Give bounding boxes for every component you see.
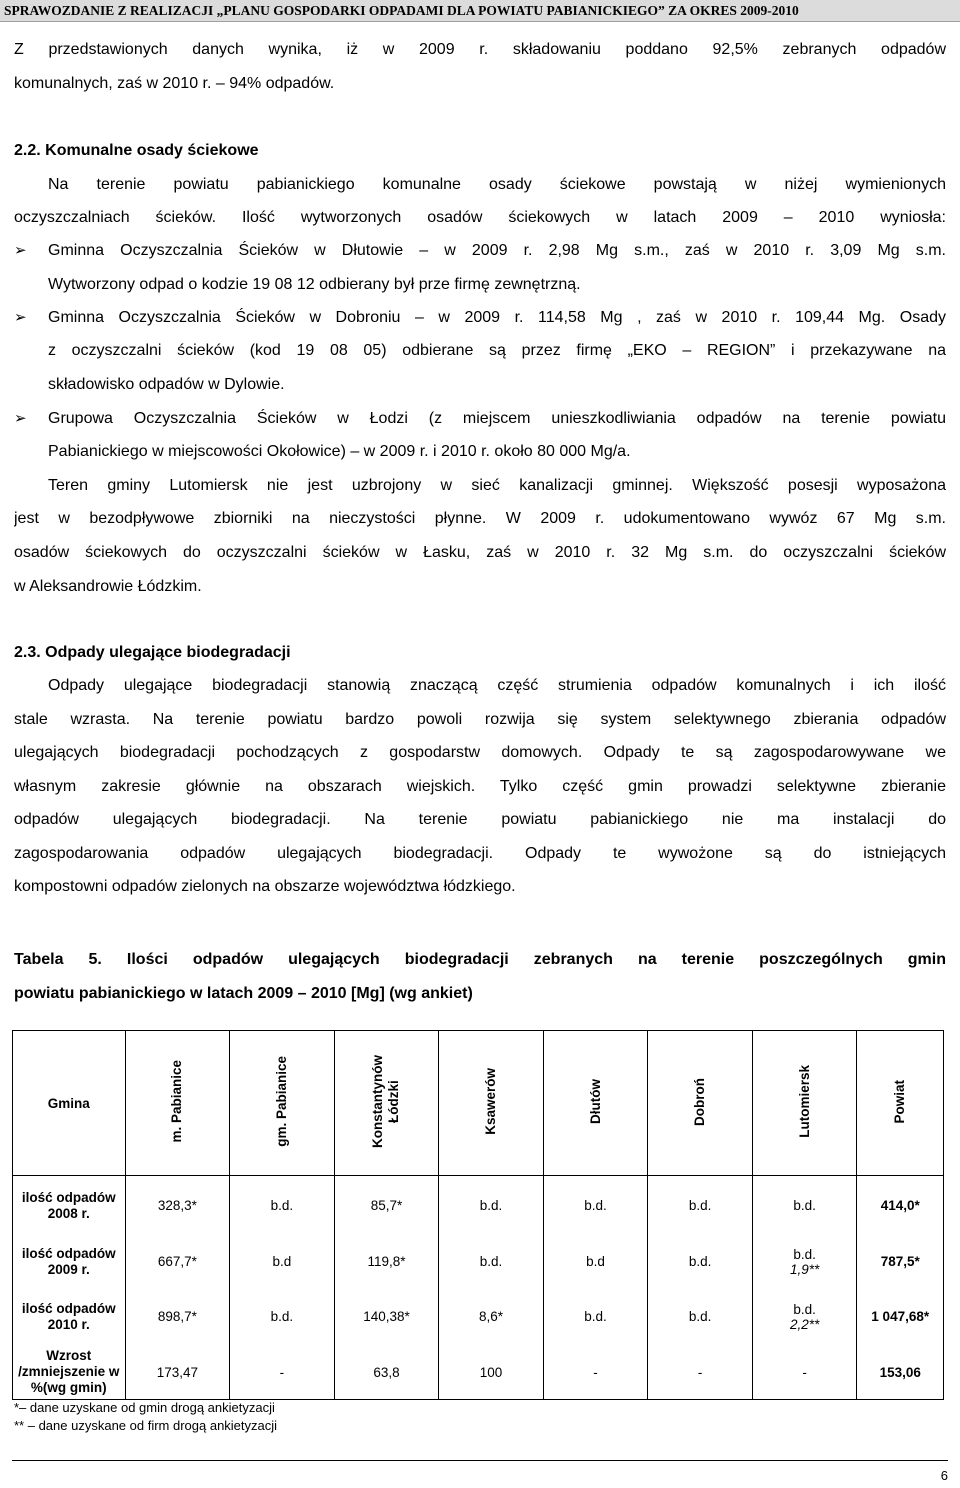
s22-para-line-2: oczyszczalniach ścieków. Ilość wytworzonych osadów ściekowych w latach 2009 – 2010 wyniosła: (14, 209, 946, 226)
page-number: 6 (940, 1468, 948, 1483)
table-row (13, 1236, 944, 1288)
table-cell: 140,38* (334, 1288, 439, 1346)
table-cell: b.d. (230, 1288, 335, 1346)
header-dobron: Dobroń (648, 1031, 753, 1176)
biodegradable-waste-table (12, 1030, 944, 1400)
s22-para3-line-1: Teren gminy Lutomiersk nie jest uzbrojony w sieć kanalizacji gminnej. Większość posesji wyposażona (48, 477, 946, 494)
table-cell: 8,6* (439, 1288, 544, 1346)
table-cell: b.d. (752, 1176, 857, 1236)
table-cell-total: 414,0* (857, 1176, 944, 1236)
cell-extra-value: 1,9** (790, 1261, 820, 1277)
table-cell: 898,7* (125, 1288, 230, 1346)
table-cell: 63,8 (334, 1346, 439, 1400)
running-header: SPRAWOZDANIE Z REALIZACJI „PLANU GOSPODARKI ODPADAMI DLA POWIATU PABIANICKIEGO” ZA OKRES 2009-2010 (0, 0, 960, 22)
s23-line-3: ulegających biodegradacji pochodzących z gospodarstw domowych. Odpady te są zagospodarowywane we (14, 744, 946, 761)
s22-para3-line-2: jest w bezodpływowe zbiorniki na nieczystości płynne. W 2009 r. udokumentowano wywóz 67 Mg s.m. (14, 510, 946, 527)
intro-line-1: Z przedstawionych danych wynika, iż w 2009 r. składowaniu poddano 92,5% zebranych odpadów (14, 41, 946, 58)
table-caption-line-2: powiatu pabianickiego w latach 2009 – 2010 [Mg] (wg ankiet) (14, 985, 473, 1002)
header-gmina: Gmina (13, 1031, 126, 1176)
bullet-arrow-icon: ➢ (14, 309, 27, 326)
table-cell: 85,7* (334, 1176, 439, 1236)
table-cell: b.d. (439, 1176, 544, 1236)
table-cell: - (752, 1346, 857, 1400)
row-label: Wzrost /zmniejszenie w %(wg gmin) (13, 1346, 126, 1400)
table-footnote-1: *– dane uzyskane od gmin drogą ankietyzacji (14, 1400, 275, 1415)
table-cell: b.d (543, 1236, 648, 1288)
table-cell: b.d. (230, 1176, 335, 1236)
cell-extra-value: 2,2** (790, 1316, 820, 1332)
table-footnote-2: ** – dane uzyskane od firm drogą ankietyzacji (14, 1418, 278, 1433)
table-cell: b.d (230, 1236, 335, 1288)
table-cell: b.d. (543, 1176, 648, 1236)
bullet-dobron-line-3: składowisko odpadów w Dylowie. (48, 376, 285, 393)
row-label: ilość odpadów 2010 r. (13, 1288, 126, 1346)
table-cell: 328,3* (125, 1176, 230, 1236)
s23-line-5: odpadów ulegających biodegradacji. Na terenie powiatu pabianickiego nie ma instalacji do (14, 811, 946, 828)
table-cell-total: 153,06 (857, 1346, 944, 1400)
bullet-arrow-icon: ➢ (14, 242, 27, 259)
s23-line-7: kompostowni odpadów zielonych na obszarze województwa łódzkiego. (14, 878, 516, 895)
header-ksawerow: Ksawerów (439, 1031, 544, 1176)
header-dlutow: Dłutów (543, 1031, 648, 1176)
table-row (13, 1288, 944, 1346)
table-cell-total: 1 047,68* (857, 1288, 944, 1346)
row-label: ilość odpadów 2009 r. (13, 1236, 126, 1288)
header-konstantynow: Konstantynów Łódzki (334, 1031, 439, 1176)
bullet-dobron-line-2: z oczyszczalni ścieków (kod 19 08 05) odbierane są przez firmę „EKO – REGION” i przekazywane na (48, 342, 946, 359)
row-label: ilość odpadów 2008 r. (13, 1176, 126, 1236)
table-cell: - (648, 1346, 753, 1400)
bullet-dlutow-line-2: Wytworzony odpad o kodzie 19 08 12 odbierany był prze firmę zewnętrzną. (48, 276, 581, 293)
bullet-dlutow-line-1: Gminna Oczyszczalnia Ścieków w Dłutowie – w 2009 r. 2,98 Mg s.m., zaś w 2010 r. 3,09 Mg s.m. (48, 242, 946, 259)
table-cell: 100 (439, 1346, 544, 1400)
s23-line-2: stale wzrasta. Na terenie powiatu bardzo powoli rozwija się system selektywnego zbierania odpadów (14, 711, 946, 728)
cell-value: b.d. (793, 1301, 816, 1317)
s23-line-4: własnym zakresie głównie na obszarach wiejskich. Tylko część gmin prowadzi selektywne zbieranie (14, 778, 946, 795)
header-gm-pabianice: gm. Pabianice (230, 1031, 335, 1176)
bullet-lodz-line-1: Grupowa Oczyszczalnia Ścieków w Łodzi (z miejscem unieszkodliwiania odpadów na terenie powiatu (48, 410, 946, 427)
cell-value: b.d. (793, 1246, 816, 1262)
table-cell: b.d. (648, 1236, 753, 1288)
s22-para3-line-4: w Aleksandrowie Łódzkim. (14, 578, 202, 595)
table-cell-lutomiersk (752, 1236, 857, 1288)
section-2-2-heading: 2.2. Komunalne osady ściekowe (14, 142, 259, 159)
intro-line-2: komunalnych, zaś w 2010 r. – 94% odpadów. (14, 75, 335, 92)
table-cell: b.d. (648, 1288, 753, 1346)
header-lutomiersk: Lutomiersk (752, 1031, 857, 1176)
s22-para3-line-3: osadów ściekowych do oczyszczalni ścieków w Łasku, zaś w 2010 r. 32 Mg s.m. do oczyszczalni ścieków (14, 544, 946, 561)
bullet-dobron-line-1: Gminna Oczyszczalnia Ścieków w Dobroniu – w 2009 r. 114,58 Mg , zaś w 2010 r. 109,44 Mg. Osady (48, 309, 946, 326)
bullet-arrow-icon: ➢ (14, 410, 27, 427)
table-cell-total: 787,5* (857, 1236, 944, 1288)
table-caption-line-1: Tabela 5. Ilości odpadów ulegających biodegradacji zebranych na terenie poszczególnych gmin (14, 951, 946, 968)
bullet-lodz-line-2: Pabianickiego w miejscowości Okołowice) – w 2009 r. i 2010 r. około 80 000 Mg/a. (48, 443, 631, 460)
table-row (13, 1176, 944, 1236)
table-cell: - (230, 1346, 335, 1400)
table-cell: 667,7* (125, 1236, 230, 1288)
table-cell: b.d. (543, 1288, 648, 1346)
section-2-3-heading: 2.3. Odpady ulegające biodegradacji (14, 644, 291, 661)
s23-line-1: Odpady ulegające biodegradacji stanowią znaczącą część strumienia odpadów komunalnych i ich ilość (48, 677, 946, 694)
s23-line-6: zagospodarowania odpadów ulegających biodegradacji. Odpady te wywożone są do istniejących (14, 845, 946, 862)
table-cell: 119,8* (334, 1236, 439, 1288)
table-cell: 173,47 (125, 1346, 230, 1400)
header-m-pabianice: m. Pabianice (125, 1031, 230, 1176)
table-cell: b.d. (439, 1236, 544, 1288)
table-header-row (13, 1031, 944, 1176)
header-powiat: Powiat (857, 1031, 944, 1176)
table-cell: b.d. (648, 1176, 753, 1236)
table-cell-lutomiersk (752, 1288, 857, 1346)
footer-rule (12, 1460, 948, 1461)
table-row (13, 1346, 944, 1400)
s22-para-line-1: Na terenie powiatu pabianickiego komunalne osady ściekowe powstają w niżej wymienionych (48, 176, 946, 193)
table-cell: - (543, 1346, 648, 1400)
